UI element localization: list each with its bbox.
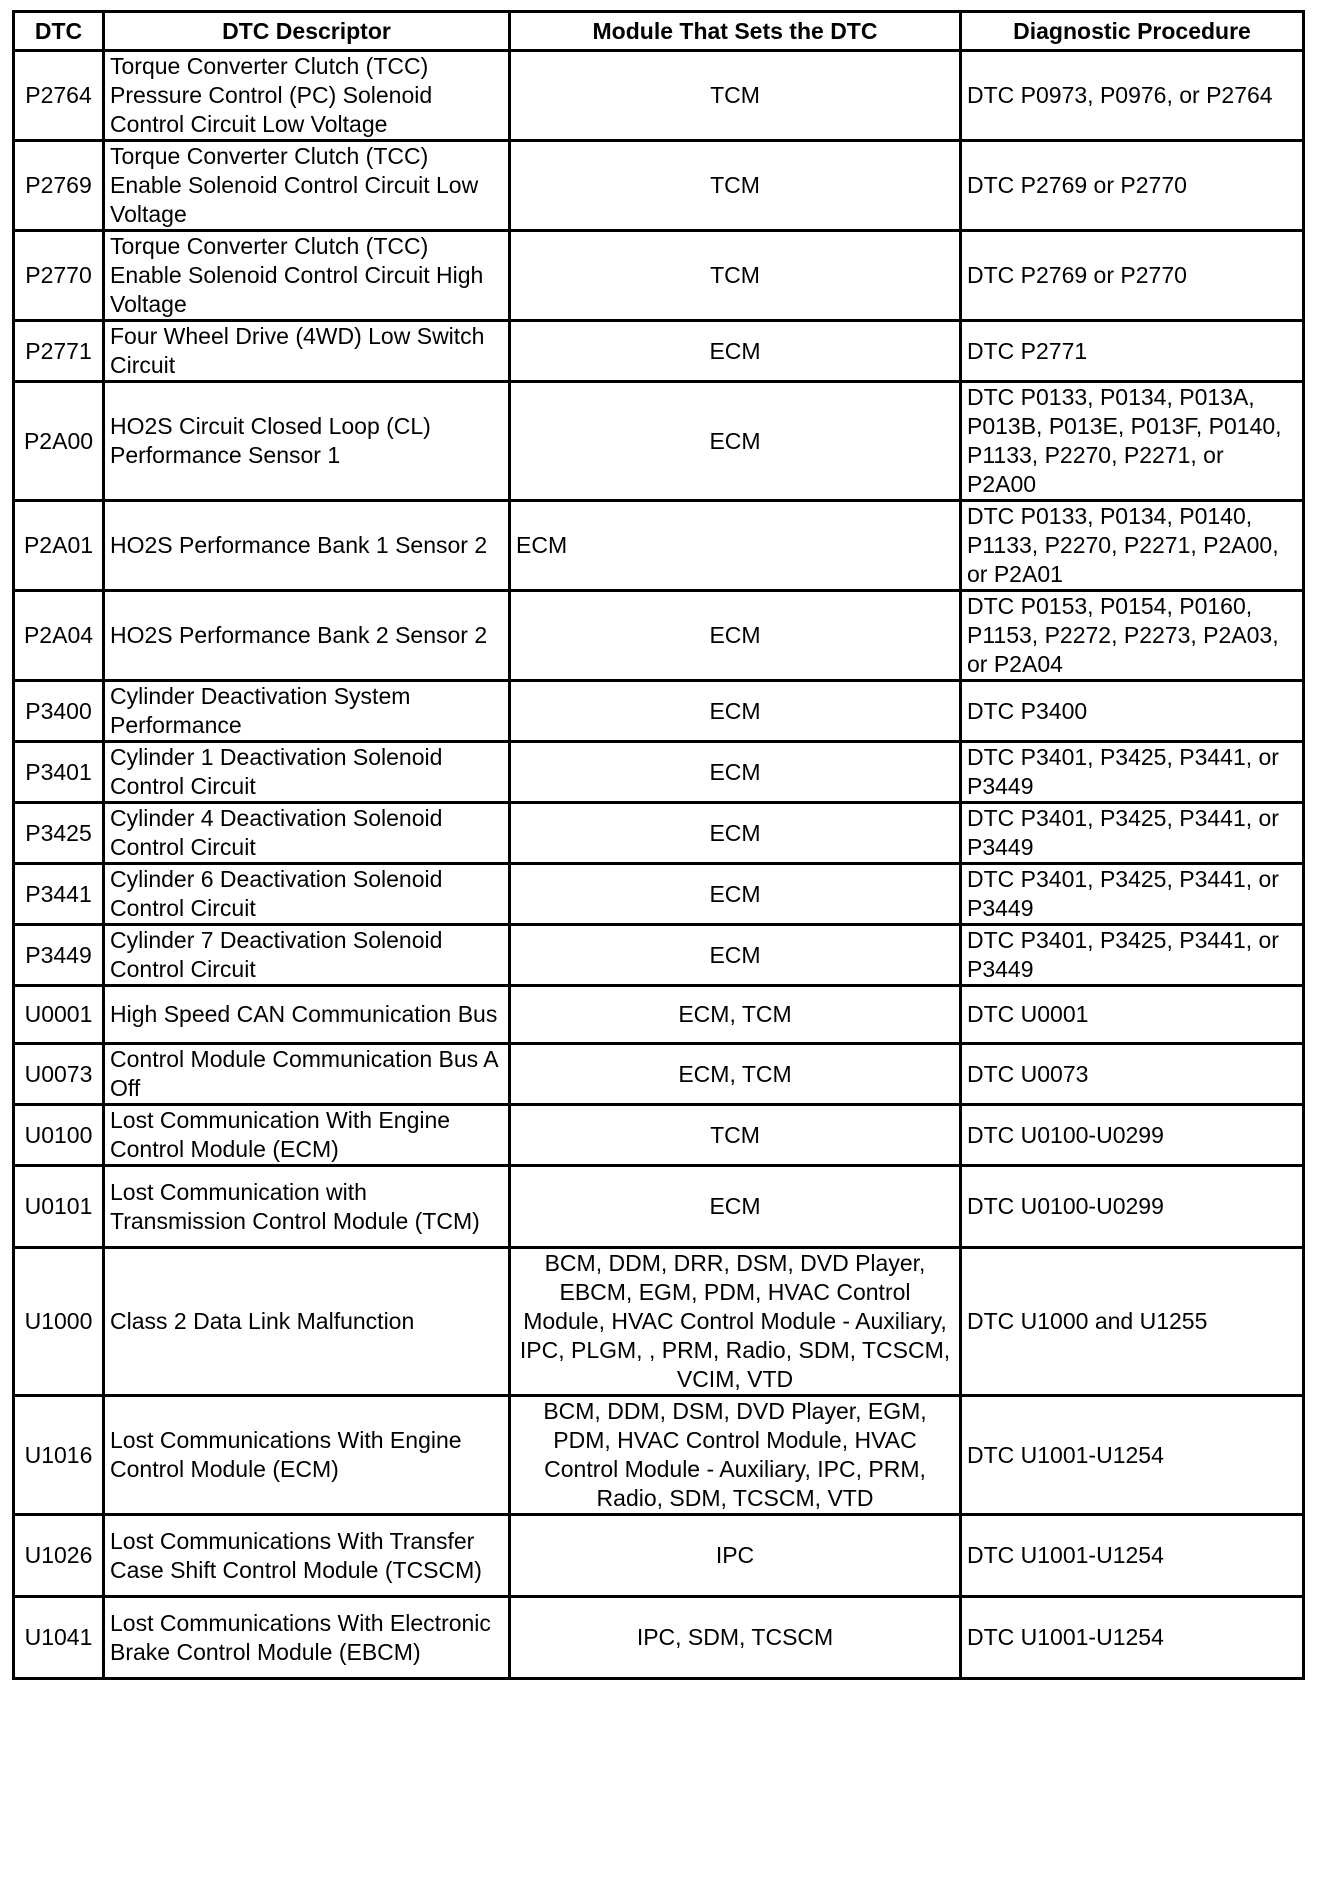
dtc-procedure: DTC P3401, P3425, P3441, or P3449 xyxy=(961,864,1304,925)
dtc-module: TCM xyxy=(510,141,961,231)
dtc-code: U0073 xyxy=(14,1044,104,1105)
dtc-module: ECM xyxy=(510,803,961,864)
dtc-code: P2770 xyxy=(14,231,104,321)
dtc-descriptor: HO2S Performance Bank 1 Sensor 2 xyxy=(104,501,510,591)
header-dtc: DTC xyxy=(14,12,104,51)
dtc-module: ECM xyxy=(510,864,961,925)
dtc-code: U1026 xyxy=(14,1515,104,1597)
dtc-module: ECM xyxy=(510,321,961,382)
dtc-module: ECM, TCM xyxy=(510,986,961,1044)
dtc-procedure: DTC U1001-U1254 xyxy=(961,1515,1304,1597)
dtc-descriptor: Lost Communications With Transfer Case Shift Control Module (TCSCM) xyxy=(104,1515,510,1597)
dtc-procedure: DTC U1001-U1254 xyxy=(961,1396,1304,1515)
dtc-code: U1000 xyxy=(14,1248,104,1396)
dtc-procedure: DTC P2771 xyxy=(961,321,1304,382)
table-row xyxy=(14,1044,1304,1105)
dtc-code: P2A00 xyxy=(14,382,104,501)
dtc-code: P3400 xyxy=(14,681,104,742)
dtc-table xyxy=(12,10,1305,1680)
header-descriptor: DTC Descriptor xyxy=(104,12,510,51)
dtc-code: P2771 xyxy=(14,321,104,382)
dtc-descriptor: Torque Converter Clutch (TCC) Enable Solenoid Control Circuit Low Voltage xyxy=(104,141,510,231)
dtc-procedure: DTC P0973, P0976, or P2764 xyxy=(961,51,1304,141)
dtc-procedure: DTC U0100-U0299 xyxy=(961,1105,1304,1166)
dtc-procedure: DTC P2769 or P2770 xyxy=(961,141,1304,231)
dtc-code: U0100 xyxy=(14,1105,104,1166)
dtc-descriptor: Cylinder 4 Deactivation Solenoid Control Circuit xyxy=(104,803,510,864)
dtc-descriptor: HO2S Performance Bank 2 Sensor 2 xyxy=(104,591,510,681)
dtc-code: P3441 xyxy=(14,864,104,925)
dtc-descriptor: Cylinder 1 Deactivation Solenoid Control Circuit xyxy=(104,742,510,803)
dtc-module: TCM xyxy=(510,231,961,321)
dtc-module: IPC xyxy=(510,1515,961,1597)
dtc-descriptor: Cylinder 6 Deactivation Solenoid Control Circuit xyxy=(104,864,510,925)
dtc-descriptor: Control Module Communication Bus A Off xyxy=(104,1044,510,1105)
table-header-row xyxy=(14,12,1304,51)
table-row xyxy=(14,803,1304,864)
dtc-module: ECM xyxy=(510,501,961,591)
dtc-module: ECM xyxy=(510,742,961,803)
dtc-descriptor: Four Wheel Drive (4WD) Low Switch Circuit xyxy=(104,321,510,382)
table-row xyxy=(14,1166,1304,1248)
table-row xyxy=(14,681,1304,742)
dtc-code: U1016 xyxy=(14,1396,104,1515)
dtc-procedure: DTC U0073 xyxy=(961,1044,1304,1105)
dtc-procedure: DTC P0133, P0134, P0140, P1133, P2270, P2271, P2A00, or P2A01 xyxy=(961,501,1304,591)
table-row xyxy=(14,591,1304,681)
dtc-procedure: DTC P3401, P3425, P3441, or P3449 xyxy=(961,803,1304,864)
dtc-module: ECM xyxy=(510,591,961,681)
dtc-module: ECM xyxy=(510,681,961,742)
dtc-procedure: DTC P3401, P3425, P3441, or P3449 xyxy=(961,742,1304,803)
table-row xyxy=(14,321,1304,382)
dtc-module: ECM xyxy=(510,1166,961,1248)
dtc-code: U0101 xyxy=(14,1166,104,1248)
dtc-code: U1041 xyxy=(14,1597,104,1679)
dtc-descriptor: Torque Converter Clutch (TCC) Enable Solenoid Control Circuit High Voltage xyxy=(104,231,510,321)
dtc-procedure: DTC P3401, P3425, P3441, or P3449 xyxy=(961,925,1304,986)
dtc-code: P3425 xyxy=(14,803,104,864)
dtc-module: ECM xyxy=(510,382,961,501)
table-row xyxy=(14,1597,1304,1679)
table-row xyxy=(14,382,1304,501)
dtc-descriptor: Class 2 Data Link Malfunction xyxy=(104,1248,510,1396)
dtc-module: TCM xyxy=(510,1105,961,1166)
table-row xyxy=(14,1105,1304,1166)
table-row xyxy=(14,1396,1304,1515)
dtc-procedure: DTC U0100-U0299 xyxy=(961,1166,1304,1248)
table-row xyxy=(14,986,1304,1044)
dtc-procedure: DTC U0001 xyxy=(961,986,1304,1044)
dtc-code: P2A01 xyxy=(14,501,104,591)
dtc-code: P3401 xyxy=(14,742,104,803)
dtc-procedure: DTC P3400 xyxy=(961,681,1304,742)
dtc-descriptor: Cylinder Deactivation System Performance xyxy=(104,681,510,742)
dtc-procedure: DTC P0153, P0154, P0160, P1153, P2272, P2273, P2A03, or P2A04 xyxy=(961,591,1304,681)
dtc-procedure: DTC P0133, P0134, P013A, P013B, P013E, P013F, P0140, P1133, P2270, P2271, or P2A00 xyxy=(961,382,1304,501)
table-row xyxy=(14,141,1304,231)
dtc-descriptor: Lost Communication with Transmission Control Module (TCM) xyxy=(104,1166,510,1248)
table-row xyxy=(14,1515,1304,1597)
dtc-descriptor: Lost Communications With Electronic Brake Control Module (EBCM) xyxy=(104,1597,510,1679)
dtc-module: BCM, DDM, DSM, DVD Player, EGM, PDM, HVAC Control Module, HVAC Control Module - Auxiliary, IPC, PRM, Radio, SDM, TCSCM, VTD xyxy=(510,1396,961,1515)
table-row xyxy=(14,925,1304,986)
dtc-descriptor: Cylinder 7 Deactivation Solenoid Control Circuit xyxy=(104,925,510,986)
dtc-descriptor: Lost Communication With Engine Control Module (ECM) xyxy=(104,1105,510,1166)
table-row xyxy=(14,864,1304,925)
dtc-procedure: DTC U1000 and U1255 xyxy=(961,1248,1304,1396)
header-procedure: Diagnostic Procedure xyxy=(961,12,1304,51)
table-row xyxy=(14,51,1304,141)
dtc-code: P2764 xyxy=(14,51,104,141)
dtc-descriptor: Torque Converter Clutch (TCC) Pressure Control (PC) Solenoid Control Circuit Low Voltage xyxy=(104,51,510,141)
dtc-code: U0001 xyxy=(14,986,104,1044)
dtc-module: TCM xyxy=(510,51,961,141)
dtc-procedure: DTC U1001-U1254 xyxy=(961,1597,1304,1679)
dtc-module: BCM, DDM, DRR, DSM, DVD Player, EBCM, EGM, PDM, HVAC Control Module, HVAC Control Module - Auxiliary, IPC, PLGM, , PRM, Radio, SDM, TCSCM, VCIM, VTD xyxy=(510,1248,961,1396)
dtc-descriptor: HO2S Circuit Closed Loop (CL) Performance Sensor 1 xyxy=(104,382,510,501)
dtc-code: P2A04 xyxy=(14,591,104,681)
table-row xyxy=(14,1248,1304,1396)
dtc-module: IPC, SDM, TCSCM xyxy=(510,1597,961,1679)
table-row xyxy=(14,742,1304,803)
table-row xyxy=(14,501,1304,591)
header-module: Module That Sets the DTC xyxy=(510,12,961,51)
dtc-code: P3449 xyxy=(14,925,104,986)
dtc-module: ECM xyxy=(510,925,961,986)
dtc-module: ECM, TCM xyxy=(510,1044,961,1105)
dtc-descriptor: High Speed CAN Communication Bus xyxy=(104,986,510,1044)
dtc-code: P2769 xyxy=(14,141,104,231)
dtc-procedure: DTC P2769 or P2770 xyxy=(961,231,1304,321)
table-row xyxy=(14,231,1304,321)
dtc-descriptor: Lost Communications With Engine Control Module (ECM) xyxy=(104,1396,510,1515)
